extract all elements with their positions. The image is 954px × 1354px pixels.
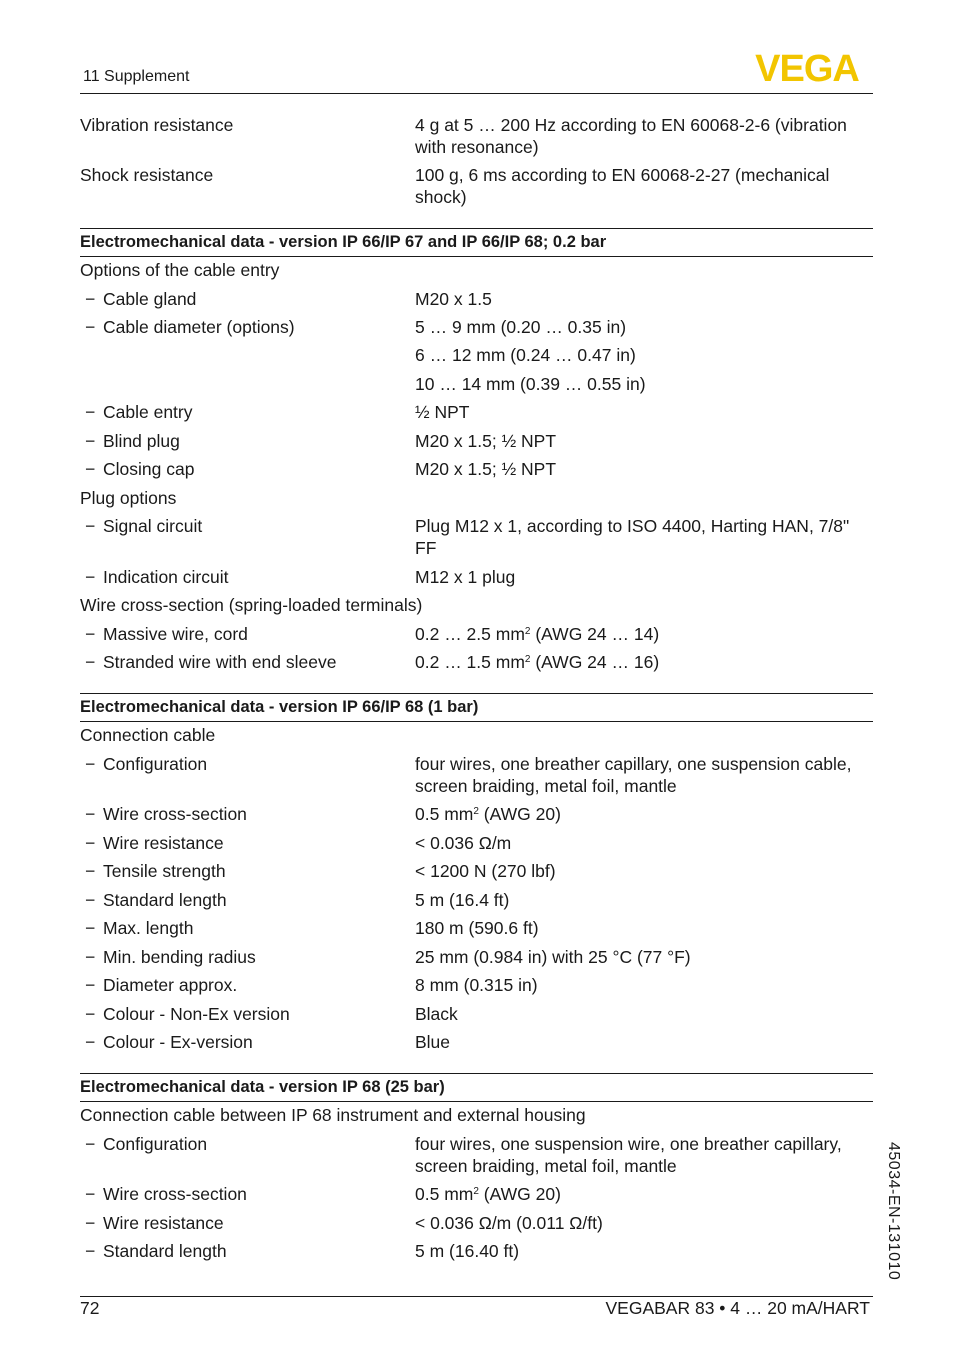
row-label: − Indication circuit [85, 566, 228, 588]
row-label: − Wire resistance [85, 1212, 224, 1234]
section-rule [80, 228, 873, 229]
header-rule [80, 93, 873, 94]
logo-text: VEGA [755, 52, 859, 84]
row-value: four wires, one breather capillary, one suspension cable, screen braiding, metal foil, mantle [415, 754, 852, 796]
section-rule [80, 693, 873, 694]
row-value: M20 x 1.5 [415, 289, 492, 309]
row-label: − Diameter approx. [85, 974, 237, 996]
vega-logo [741, 52, 873, 84]
value-part: 0.5 mm [415, 1184, 474, 1204]
row-value: 180 m (590.6 ft) [415, 918, 539, 938]
row-label: − Colour - Ex-version [85, 1031, 253, 1053]
row-label: − Cable diameter (options) [85, 316, 295, 338]
row-label: − Wire cross-section [85, 803, 247, 825]
row-label: − Configuration [85, 753, 207, 775]
row-value: Black [415, 1004, 458, 1024]
row-value: ½ NPT [415, 402, 470, 422]
row-label: Shock resistance [80, 165, 214, 185]
row-label: − Stranded wire with end sleeve [85, 651, 336, 673]
row-label: − Wire resistance [85, 832, 224, 854]
row-value: 8 mm (0.315 in) [415, 975, 538, 995]
row-value: 25 mm (0.984 in) with 25 °C (77 °F) [415, 947, 691, 967]
group-plug-options: Plug options [80, 488, 177, 508]
row-value [415, 623, 870, 645]
section-title-ip68-25bar: Electromechanical data - version IP 68 (25 bar) [80, 1078, 445, 1096]
row-label: − Max. length [85, 917, 193, 939]
row-value: 100 g, 6 ms according to EN 60068-2-27 (mechanical shock) [415, 165, 830, 207]
row-value: Plug M12 x 1, according to ISO 4400, Harting HAN, 7/8" FF [415, 516, 850, 558]
section-title-ip66-ip67: Electromechanical data - version IP 66/IP 67 and IP 66/IP 68; 0.2 bar [80, 233, 607, 251]
group-connection-cable: Connection cable [80, 725, 216, 745]
superscript: 2 [524, 654, 531, 665]
group-cable-entry-options: Options of the cable entry [80, 260, 280, 280]
row-label: − Wire cross-section [85, 1183, 247, 1205]
superscript: 2 [524, 626, 531, 637]
value-part: (AWG 20) [478, 804, 561, 824]
superscript: 2 [473, 1186, 479, 1197]
value-part: (AWG 24 … 14) [530, 624, 660, 644]
row-value: four wires, one suspension wire, one breather capillary, screen braiding, metal foil, mantle [415, 1134, 842, 1176]
footer-rule [80, 1296, 873, 1297]
section-rule [80, 721, 873, 722]
row-label: − Standard length [85, 1240, 227, 1262]
row-label: − Massive wire, cord [85, 623, 248, 645]
row-value: M20 x 1.5; ½ NPT [415, 431, 557, 451]
section-rule [80, 1073, 873, 1074]
row-value: 5 m (16.40 ft) [415, 1241, 520, 1261]
group-wire-cross-section: Wire cross-section (spring-loaded terminals) [80, 595, 423, 615]
document-id: 45034-EN-131010 [885, 1142, 902, 1281]
row-label: Vibration resistance [80, 115, 234, 135]
row-value: 6 … 12 mm (0.24 … 0.47 in) [415, 345, 636, 365]
row-label: − Configuration [85, 1133, 207, 1155]
value-part: 0.2 … 1.5 mm [415, 652, 525, 672]
row-value [415, 1183, 870, 1205]
row-label: − Signal circuit [85, 515, 202, 537]
row-value [415, 651, 870, 673]
row-label: − Cable gland [85, 288, 196, 310]
value-part: 0.5 mm [415, 804, 474, 824]
section-title-ip66-ip68-1bar: Electromechanical data - version IP 66/IP 68 (1 bar) [80, 698, 479, 716]
product-name: VEGABAR 83 • 4 … 20 mA/HART [605, 1298, 870, 1318]
row-label: − Cable entry [85, 401, 193, 423]
row-value: 5 m (16.4 ft) [415, 890, 510, 910]
row-label: − Standard length [85, 889, 227, 911]
row-value: M20 x 1.5; ½ NPT [415, 459, 557, 479]
row-value [415, 803, 870, 825]
row-value: < 0.036 Ω/m (0.011 Ω/ft) [415, 1213, 603, 1233]
row-label: − Closing cap [85, 458, 194, 480]
section-rule [80, 1101, 873, 1102]
row-value: 5 … 9 mm (0.20 … 0.35 in) [415, 317, 627, 337]
row-label: − Blind plug [85, 430, 180, 452]
value-part: (AWG 24 … 16) [530, 652, 660, 672]
value-part: 0.2 … 2.5 mm [415, 624, 525, 644]
row-label: − Tensile strength [85, 860, 226, 882]
row-value: 4 g at 5 … 200 Hz according to EN 60068-2-6 (vibration with resonance) [415, 115, 847, 157]
row-label: − Colour - Non-Ex version [85, 1003, 290, 1025]
section-rule [80, 256, 873, 257]
superscript: 2 [473, 806, 479, 817]
row-value: 10 … 14 mm (0.39 … 0.55 in) [415, 374, 646, 394]
row-label: − Min. bending radius [85, 946, 256, 968]
page-number: 72 [80, 1298, 100, 1318]
row-value: Blue [415, 1032, 451, 1052]
row-value: < 0.036 Ω/m [415, 833, 512, 853]
group-connection-cable-external: Connection cable between IP 68 instrument and external housing [80, 1105, 586, 1125]
row-value: M12 x 1 plug [415, 567, 516, 587]
row-value: < 1200 N (270 lbf) [415, 861, 556, 881]
section-label: 11 Supplement [83, 68, 190, 85]
value-part: (AWG 20) [478, 1184, 561, 1204]
